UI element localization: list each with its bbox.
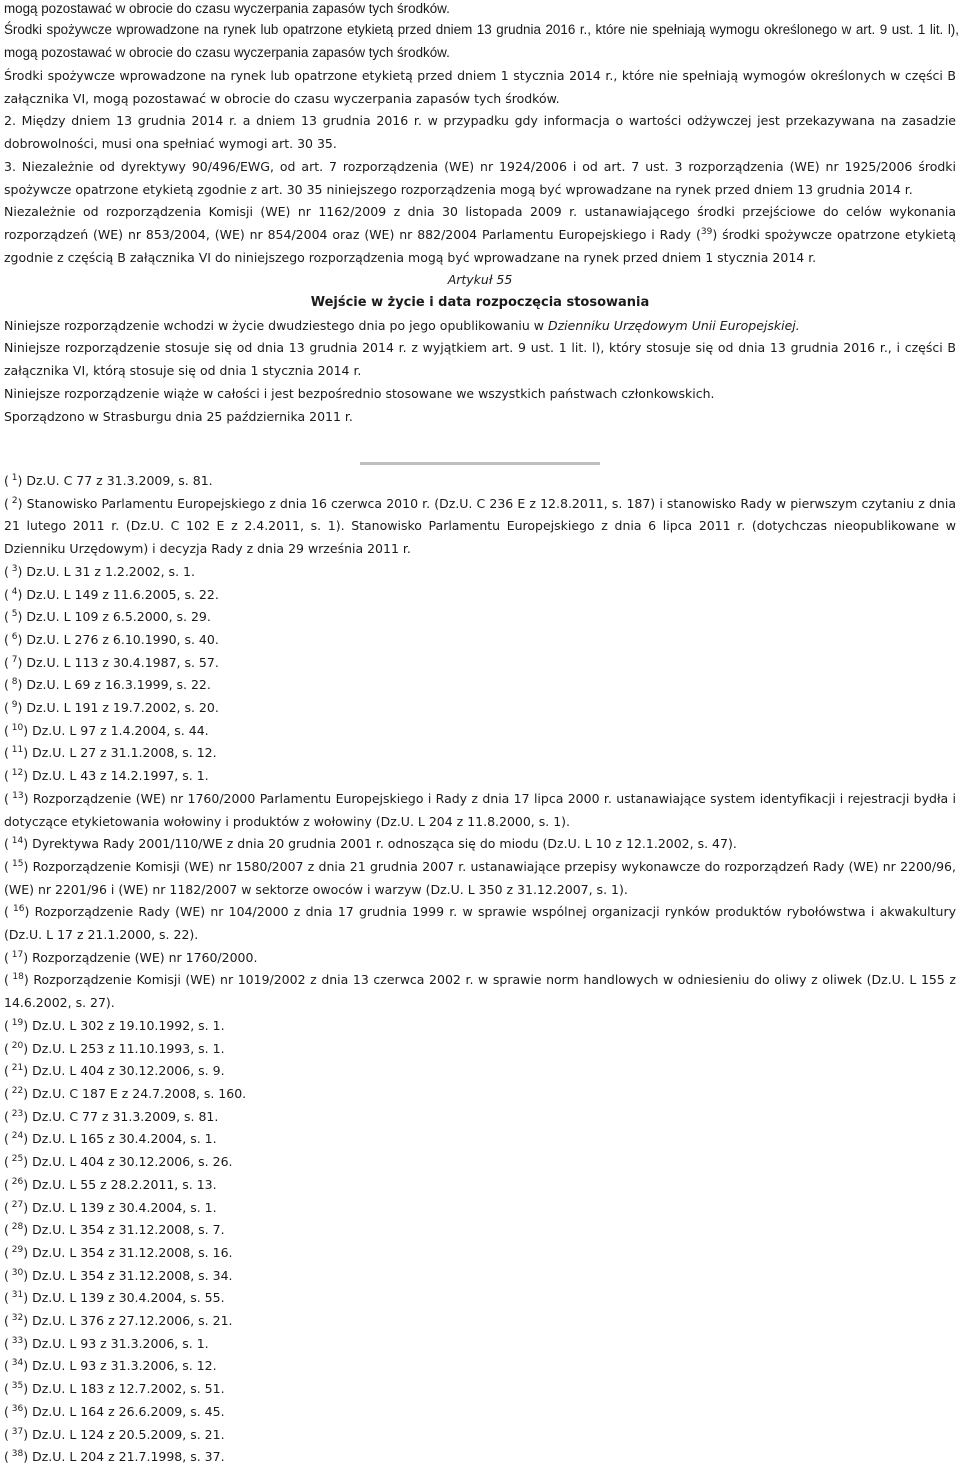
footnote-number: 11 — [8, 745, 24, 756]
binding-clause: Niniejsze rozporządzenie wiąże w całości i jest bezpośrednio stosowane we wszystkich państwach członkowskich. — [4, 385, 715, 401]
footnote-item: ( $^{11}$) Dz.U. L 27 z 31.1.2008, s. 12. — [4, 745, 217, 761]
footnote-number: 20 — [8, 1040, 24, 1051]
footnote-number: 27 — [8, 1199, 24, 1210]
footnote-number: 4 — [8, 586, 18, 597]
footnote-number: 38 — [8, 1449, 24, 1460]
footnote-text: Rozporządzenie (WE) nr 1760/2000. — [32, 949, 258, 965]
footnote-text: Dz.U. L 93 z 31.3.2006, s. 12. — [32, 1358, 217, 1374]
footnote-number: 8 — [8, 677, 18, 688]
footnote-item: ( $^4$) Dz.U. L 149 z 11.6.2005, s. 22. — [4, 586, 219, 602]
footnote-text: Dz.U. L 113 z 30.4.1987, s. 57. — [26, 654, 219, 670]
footnote-item: ( $^{32}$) Dz.U. L 376 z 27.12.2006, s. 21. — [4, 1312, 233, 1329]
footnote-item: ( $^1$) Dz.U. C 77 z 31.3.2009, s. 81. — [4, 472, 213, 488]
paragraph-2: 2. Między dniem 13 grudnia 2014 r. a dniem 13 grudnia 2016 r. w przypadku gdy informacja o wartości odżywczej jest przekazywana na zasadzie dobrowolności, musi ona spełniać wymogi art. 30 35. — [4, 113, 956, 152]
footnote-item: ( $^6$) Dz.U. L 276 z 6.10.1990, s. 40. — [4, 631, 219, 647]
footnote-item: ( $^{28}$) Dz.U. L 354 z 31.12.2008, s. 7. — [4, 1222, 225, 1238]
transitional-provision-2016: Środki spożywcze wprowadzone na rynek lub opatrzone etykietą przed dniem 13 grudnia 2016 r., które nie spełniają wymogu określonego w art. 9 ust. 1 lit. l), mogą pozostawać w obrocie do czasu wyczerpania zapasów tych środków. — [4, 22, 959, 60]
footnote-number: 6 — [8, 631, 18, 642]
footnote-text: Dz.U. L 253 z 11.10.1993, s. 1. — [32, 1040, 225, 1056]
footnote-number: 10 — [8, 722, 24, 733]
footnote-text: Dz.U. L 191 z 19.7.2002, s. 20. — [26, 700, 219, 716]
footnote-text: Dz.U. L 139 z 30.4.2004, s. 55. — [32, 1290, 225, 1306]
footnote-text: Dz.U. L 164 z 26.6.2009, s. 45. — [32, 1403, 225, 1419]
footnote-number: 9 — [8, 699, 18, 710]
footnote-item: ( $^3$) Dz.U. L 31 z 1.2.2002, s. 1. — [4, 563, 195, 579]
footnote-ref[interactable]: 39 — [700, 226, 713, 237]
footnote-item: ( $^{31}$) Dz.U. L 139 z 30.4.2004, s. 55. — [4, 1290, 225, 1306]
footnote-number: 26 — [8, 1176, 24, 1187]
transitional-provision-2014: Środki spożywcze wprowadzone na rynek lub opatrzone etykietą przed dniem 1 stycznia 2014 r., które nie spełniają wymogów określonych w części B załącznika VI, mogą pozostawać w obrocie do czasu wyczerpania zapasów tych środków. — [4, 68, 956, 106]
footnote-number: 34 — [8, 1358, 24, 1369]
paragraph-3: 3. Niezależnie od dyrektywy 90/496/EWG, od art. 7 rozporządzenia (WE) nr 1924/2006 i od art. 7 ust. 3 rozporządzenia (WE) nr 1925/2006 środki spożywcze opatrzone etykietą zgodnie z art. 30 35 niniejszego rozporządzenia mogą być wprowadzane na rynek przed dniem 13 grudnia 2014 r. — [4, 158, 956, 197]
footnote-item: ( $^{13}$) Rozporządzenie (WE) nr 1760/2000 Parlamentu Europejskiego i Rady z dnia 17 lipca 2000 r. ustanawiające system identyfikacji i rejestracji bydła i dotyczące etykietowania wołowiny i produktów z wołowiny (Dz.U. L 204 z 11.8.2000, s. 1). — [4, 790, 956, 829]
footnote-item: ( $^9$) Dz.U. L 191 z 19.7.2002, s. 20. — [4, 699, 219, 716]
footnote-text: Dz.U. L 276 z 6.10.1990, s. 40. — [26, 631, 219, 647]
footnote-item: ( $^7$) Dz.U. L 113 z 30.4.1987, s. 57. — [4, 654, 219, 670]
footnote-number: 13 — [8, 790, 24, 801]
footnote-item: ( $^2$) Stanowisko Parlamentu Europejskiego z dnia 16 czerwca 2010 r. (Dz.U. C 236 E z 12.8.2011, s. 187) i stanowisko Rady w pierwszym czytaniu z dnia 21 lutego 2011 r. (Dz.U. C 102 E z 2.4.2011, s. 1). Stanowisko Parlamentu Europejskiego z dnia 6 lipca 2011 r. (dotychczas nieopublikowane w Dzienniku Urzędowym) i decyzja Rady z dnia 29 września 2011 r. — [4, 495, 956, 557]
footnote-text: Stanowisko Parlamentu Europejskiego z dnia 16 czerwca 2010 r. (Dz.U. C 236 E z 12.8.2011, s. 187) i stanowisko Rady w pierwszym czytaniu z dnia 21 lutego 2011 r. (Dz.U. C 102 E z 2.4.2011, s. 1). Stanowisko Parlamentu Europejskiego z dnia 6 lipca 2011 r. (dotychczas nieopublikowane w Dzienniku Urzędowym) i decyzja Rady z dnia 29 września 2011 r. — [4, 495, 956, 557]
footnote-item: ( $^{33}$) Dz.U. L 93 z 31.3.2006, s. 1. — [4, 1335, 209, 1351]
footnote-item: ( $^{12}$) Dz.U. L 43 z 14.2.1997, s. 1. — [4, 767, 209, 784]
footnote-item: ( $^{24}$) Dz.U. L 165 z 30.4.2004, s. 1. — [4, 1131, 217, 1147]
footnote-number: 15 — [8, 858, 24, 869]
footnote-number: 37 — [8, 1426, 24, 1437]
footnote-text: Dz.U. L 204 z 21.7.1998, s. 37. — [32, 1449, 225, 1465]
footnote-text: Dz.U. L 183 z 12.7.2002, s. 51. — [32, 1381, 225, 1397]
footnote-text: Dz.U. L 354 z 31.12.2008, s. 16. — [32, 1244, 233, 1260]
footnote-number: 36 — [8, 1403, 24, 1414]
footnote-number: 31 — [8, 1290, 24, 1301]
footnote-number: 7 — [8, 654, 18, 665]
continuation-line: mogą pozostawać w obrocie do czasu wyczerpania zapasów tych środków. — [4, 1, 450, 16]
footnote-text: Dz.U. L 354 z 31.12.2008, s. 34. — [32, 1267, 233, 1283]
footnote-number: 18 — [8, 972, 24, 983]
footnote-text: Rozporządzenie Komisji (WE) nr 1580/2007 z dnia 21 grudnia 2007 r. ustanawiające przepisy wykonawcze do rozporządzeń Rady (WE) nr 2200/96, (WE) nr 2201/96 i (WE) nr 1182/2007 w sektorze owoców i warzyw (Dz.U. L 350 z 31.12.2007, s. 1). — [4, 858, 956, 897]
footnote-number: 1 — [8, 472, 18, 483]
footnote-item: ( $^{25}$) Dz.U. L 404 z 30.12.2006, s. 26. — [4, 1153, 233, 1170]
footnote-number: 21 — [8, 1063, 24, 1074]
footnote-item: ( $^{14}$) Dyrektywa Rady 2001/110/WE z dnia 20 grudnia 2001 r. odnosząca się do miodu (Dz.U. L 10 z 12.1.2002, s. 47). — [4, 836, 737, 852]
footnote-text: Dz.U. C 77 z 31.3.2009, s. 81. — [32, 1108, 219, 1124]
footnote-text: Dz.U. L 69 z 16.3.1999, s. 22. — [26, 677, 211, 693]
footnotes-list — [4, 470, 956, 1469]
footnote-number: 5 — [8, 609, 18, 620]
footnote-text: Dz.U. C 77 z 31.3.2009, s. 81. — [26, 473, 213, 488]
article-title: Artykuł 55 — [447, 272, 513, 288]
footnote-number: 25 — [8, 1153, 24, 1164]
footnote-item: ( $^{36}$) Dz.U. L 164 z 26.6.2009, s. 45. — [4, 1403, 225, 1419]
signature-place-date: Sporządzono w Strasburgu dnia 25 października 2011 r. — [4, 408, 353, 424]
footnote-text: Dyrektywa Rady 2001/110/WE z dnia 20 grudnia 2001 r. odnosząca się do miodu (Dz.U. L 10 z 12.1.2002, s. 47). — [32, 836, 737, 852]
footnote-text: Dz.U. L 404 z 30.12.2006, s. 26. — [32, 1154, 233, 1170]
footnote-item: ( $^5$) Dz.U. L 109 z 6.5.2000, s. 29. — [4, 609, 211, 625]
footnote-number: 22 — [8, 1085, 24, 1096]
derogation-paragraph: Niezależnie od rozporządzenia Komisji (WE) nr 1162/2009 z dnia 30 listopada 2009 r. ustanawiającego środki przejściowe do celów wykonania rozporządzeń (WE) nr 853/2004, (WE) nr 854/2004 oraz (WE) nr 882/2004 Parlamentu Europejskiego i Rady ($^{39}$) środki spożywcze opatrzone etykietą zgodnie z częścią B załącznika VI do niniejszego rozporządzenia mogą być wprowadzane na rynek przed dniem 1 stycznia 2014 r. — [4, 204, 956, 265]
footnote-item: ( $^{19}$) Dz.U. L 302 z 19.10.1992, s. 1. — [4, 1017, 225, 1033]
footnote-text: Dz.U. L 97 z 1.4.2004, s. 44. — [32, 722, 209, 738]
footnote-text: Rozporządzenie Rady (WE) nr 104/2000 z dnia 17 grudnia 1999 r. w sprawie wspólnej organizacji rynków produktów rybołówstwa i akwakultury (Dz.U. L 17 z 21.1.2000, s. 22). — [4, 904, 956, 943]
footnote-number: 28 — [8, 1222, 24, 1233]
footnote-text: Dz.U. L 139 z 30.4.2004, s. 1. — [32, 1199, 217, 1215]
article-heading: Wejście w życie i data rozpoczęcia stosowania — [310, 295, 650, 311]
footnote-item: ( $^{27}$) Dz.U. L 139 z 30.4.2004, s. 1. — [4, 1199, 217, 1215]
footnote-number: 3 — [8, 563, 18, 574]
entry-into-force: Niniejsze rozporządzenie wchodzi w życie dwudziestego dnia po jego opublikowaniu w Dzienniku Urzędowym Unii Europejskiej. — [4, 317, 800, 333]
footnote-number: 23 — [8, 1108, 24, 1119]
footnote-item: ( $^{10}$) Dz.U. L 97 z 1.4.2004, s. 44. — [4, 722, 209, 738]
footnote-item: ( $^{15}$) Rozporządzenie Komisji (WE) nr 1580/2007 z dnia 21 grudnia 2007 r. ustanawiające przepisy wykonawcze do rozporządzeń Rady (WE) nr 2200/96, (WE) nr 2201/96 i (WE) nr 1182/2007 w sektorze owoców i warzyw (Dz.U. L 350 z 31.12.2007, s. 1). — [4, 858, 956, 897]
footnote-number: 19 — [8, 1017, 24, 1028]
footnote-text: Dz.U. L 404 z 30.12.2006, s. 9. — [32, 1063, 225, 1079]
journal-name: Dzienniku Urzędowym Unii Europejskiej. — [548, 317, 800, 333]
footnote-item: ( $^8$) Dz.U. L 69 z 16.3.1999, s. 22. — [4, 677, 211, 693]
footnote-number: 14 — [8, 836, 24, 847]
footnote-number: 12 — [8, 767, 24, 778]
footnote-item: ( $^{35}$) Dz.U. L 183 z 12.7.2002, s. 51. — [4, 1380, 225, 1397]
footnote-text: Dz.U. L 27 z 31.1.2008, s. 12. — [32, 745, 217, 761]
footnote-text: Dz.U. L 109 z 6.5.2000, s. 29. — [26, 609, 211, 625]
footnote-number: 35 — [8, 1380, 24, 1391]
footnote-item: ( $^{16}$) Rozporządzenie Rady (WE) nr 104/2000 z dnia 17 grudnia 1999 r. w sprawie wspólnej organizacji rynków produktów rybołówstwa i akwakultury (Dz.U. L 17 z 21.1.2000, s. 22). — [4, 904, 956, 943]
document-body — [4, 65, 956, 428]
footnote-number: 17 — [8, 949, 24, 960]
footnote-number: 2 — [8, 495, 18, 506]
footnote-item: ( $^{21}$) Dz.U. L 404 z 30.12.2006, s. 9. — [4, 1063, 225, 1079]
footnote-item: ( $^{30}$) Dz.U. L 354 z 31.12.2008, s. 34. — [4, 1267, 233, 1283]
footnote-separator — [360, 462, 600, 465]
footnote-number: 24 — [8, 1131, 24, 1142]
footnote-text: Dz.U. L 31 z 1.2.2002, s. 1. — [26, 563, 195, 579]
footnote-text: Rozporządzenie (WE) nr 1760/2000 Parlamentu Europejskiego i Rady z dnia 17 lipca 2000 r. ustanawiające system identyfikacji i rejestracji bydła i dotyczące etykietowania wołowiny i produktów z wołowiny (Dz.U. L 204 z 11.8.2000, s. 1). — [4, 790, 956, 829]
footnote-item: ( $^{26}$) Dz.U. L 55 z 28.2.2011, s. 13. — [4, 1176, 217, 1192]
footnote-text: Dz.U. L 302 z 19.10.1992, s. 1. — [32, 1017, 225, 1033]
footnote-text: Dz.U. L 165 z 30.4.2004, s. 1. — [32, 1131, 217, 1147]
footnote-number: 33 — [8, 1335, 24, 1346]
footnote-number: 30 — [8, 1267, 24, 1278]
footnote-item: ( $^{37}$) Dz.U. L 124 z 20.5.2009, s. 21. — [4, 1426, 225, 1442]
footnote-text: Dz.U. L 43 z 14.2.1997, s. 1. — [32, 768, 209, 784]
application-date: Niniejsze rozporządzenie stosuje się od dnia 13 grudnia 2014 r. z wyjątkiem art. 9 ust. 1 lit. l), który stosuje się od dnia 13 grudnia 2016 r., i części B załącznika VI, którą stosuje się od dnia 1 stycznia 2014 r. — [4, 340, 956, 379]
footnote-text: Dz.U. L 376 z 27.12.2006, s. 21. — [32, 1313, 233, 1329]
footnote-item: ( $^{20}$) Dz.U. L 253 z 11.10.1993, s. 1. — [4, 1040, 225, 1056]
footnote-item: ( $^{18}$) Rozporządzenie Komisji (WE) nr 1019/2002 z dnia 13 czerwca 2002 r. w sprawie norm handlowych w odniesieniu do oliwy z oliwek (Dz.U. L 155 z 14.6.2002, s. 27). — [4, 972, 956, 1011]
footnote-number: 29 — [8, 1244, 24, 1255]
footnote-item: ( $^{34}$) Dz.U. L 93 z 31.3.2006, s. 12. — [4, 1358, 217, 1374]
footnote-number: 32 — [8, 1312, 24, 1323]
footnote-text: Dz.U. L 93 z 31.3.2006, s. 1. — [32, 1335, 209, 1351]
footnote-item: ( $^{38}$) Dz.U. L 204 z 21.7.1998, s. 37. — [4, 1449, 225, 1465]
footnote-text: Dz.U. L 55 z 28.2.2011, s. 13. — [32, 1176, 217, 1192]
footnote-item: ( $^{23}$) Dz.U. C 77 z 31.3.2009, s. 81. — [4, 1108, 219, 1124]
footnote-number: 16 — [8, 904, 25, 915]
footnote-text: Dz.U. L 354 z 31.12.2008, s. 7. — [32, 1222, 225, 1238]
footnote-item: ( $^{29}$) Dz.U. L 354 z 31.12.2008, s. 16. — [4, 1244, 233, 1260]
footnote-text: Dz.U. C 187 E z 24.7.2008, s. 160. — [32, 1085, 247, 1101]
footnote-item: ( $^{22}$) Dz.U. C 187 E z 24.7.2008, s. 160. — [4, 1085, 247, 1101]
footnote-text: Dz.U. L 124 z 20.5.2009, s. 21. — [32, 1426, 225, 1442]
footnote-text: Rozporządzenie Komisji (WE) nr 1019/2002 z dnia 13 czerwca 2002 r. w sprawie norm handlowych w odniesieniu do oliwy z oliwek (Dz.U. L 155 z 14.6.2002, s. 27). — [4, 972, 956, 1011]
footnote-item: ( $^{17}$) Rozporządzenie (WE) nr 1760/2000. — [4, 949, 258, 965]
footnote-text: Dz.U. L 149 z 11.6.2005, s. 22. — [26, 586, 219, 602]
